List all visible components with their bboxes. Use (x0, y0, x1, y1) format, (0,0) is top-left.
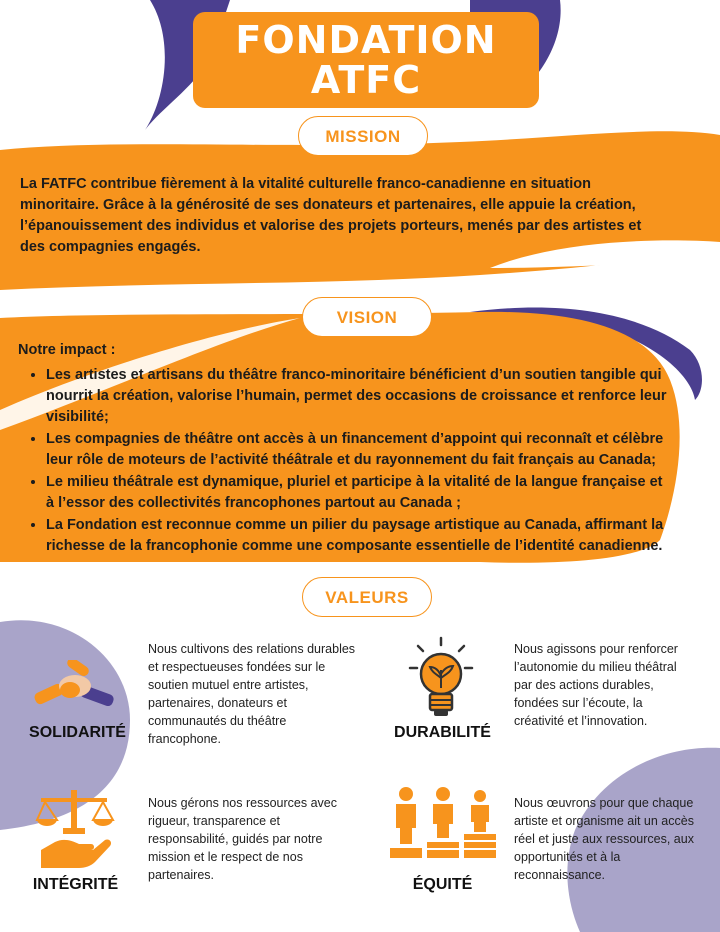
value-name-solidarite: SOLIDARITÉ (29, 724, 126, 741)
list-item: • Le milieu théâtrale est dynamique, pluriel et participe à la vitalité de la langue française et à l’essor des collectivités francophones partout au Canada ; (46, 472, 668, 514)
mission-text: La FATFC contribue fièrement à la vitalité culturelle franco-canadienne en situation minoritaire. Grâce à la générosité de ses donateurs et partenaires, elle appuie la création, l’épanouissement des individus et valorise des projets porteurs, menés par des artistes et des compagnies engagés. (20, 176, 642, 255)
title-line-1: FONDATION (235, 18, 497, 62)
list-item: • La Fondation est reconnue comme un pilier du paysage artistique au Canada, affirmant la richesse de la francophonie comme une composante essentielle de l’identité canadienne. (46, 515, 668, 557)
value-name-equite: ÉQUITÉ (412, 876, 473, 893)
values-heading: VALEURS (302, 577, 432, 617)
value-text-integrite: Nous gérons nos ressources avec rigueur, transparence et responsabilité, guidés par notre mission et le respect de nos partenaires. (148, 796, 337, 882)
vision-block (18, 340, 668, 558)
value-name-durabilite: DURABILITÉ (394, 724, 491, 741)
title-banner (193, 12, 539, 108)
hands-icon (30, 660, 120, 715)
vision-heading: VISION (302, 297, 432, 337)
value-text-equite: Nous œuvrons pour que chaque artiste et organisme ait un accès réel et juste aux ressources, aux opportunités et à la reconnaissance. (514, 796, 694, 882)
list-item: • Les artistes et artisans du théâtre franco-minoritaire bénéficient d’un soutien tangible qui nourrit la création, valorise l’humain, permet des occasions de croissance et renforce leur visibilité; (46, 365, 668, 428)
mission-heading: MISSION (298, 116, 428, 156)
list-item: • Les compagnies de théâtre ont accès à un financement d’appoint qui reconnaît et célèbre leur rôle de moteurs de l’activité théâtrale et du rayonnement du fait français au Canada; (46, 429, 668, 471)
vision-intro: Notre impact : (18, 342, 116, 358)
lightbulb-icon (408, 636, 474, 722)
vision-list (18, 365, 668, 557)
value-name-integrite: INTÉGRITÉ (32, 876, 119, 893)
equity-icon (388, 786, 498, 862)
value-text-durabilite: Nous agissons pour renforcer l’autonomie du milieu théâtral par des actions durables, fondées sur l’écoute, la créativité et l’innovation. (514, 642, 678, 728)
value-text-solidarite: Nous cultivons des relations durables et respectueuses fondées sur le soutien mutuel entre artistes, partenaires, donateurs et communautés du théâtre francophone. (148, 642, 356, 746)
scales-icon (35, 788, 115, 872)
title-line-2: ATFC (310, 58, 422, 102)
